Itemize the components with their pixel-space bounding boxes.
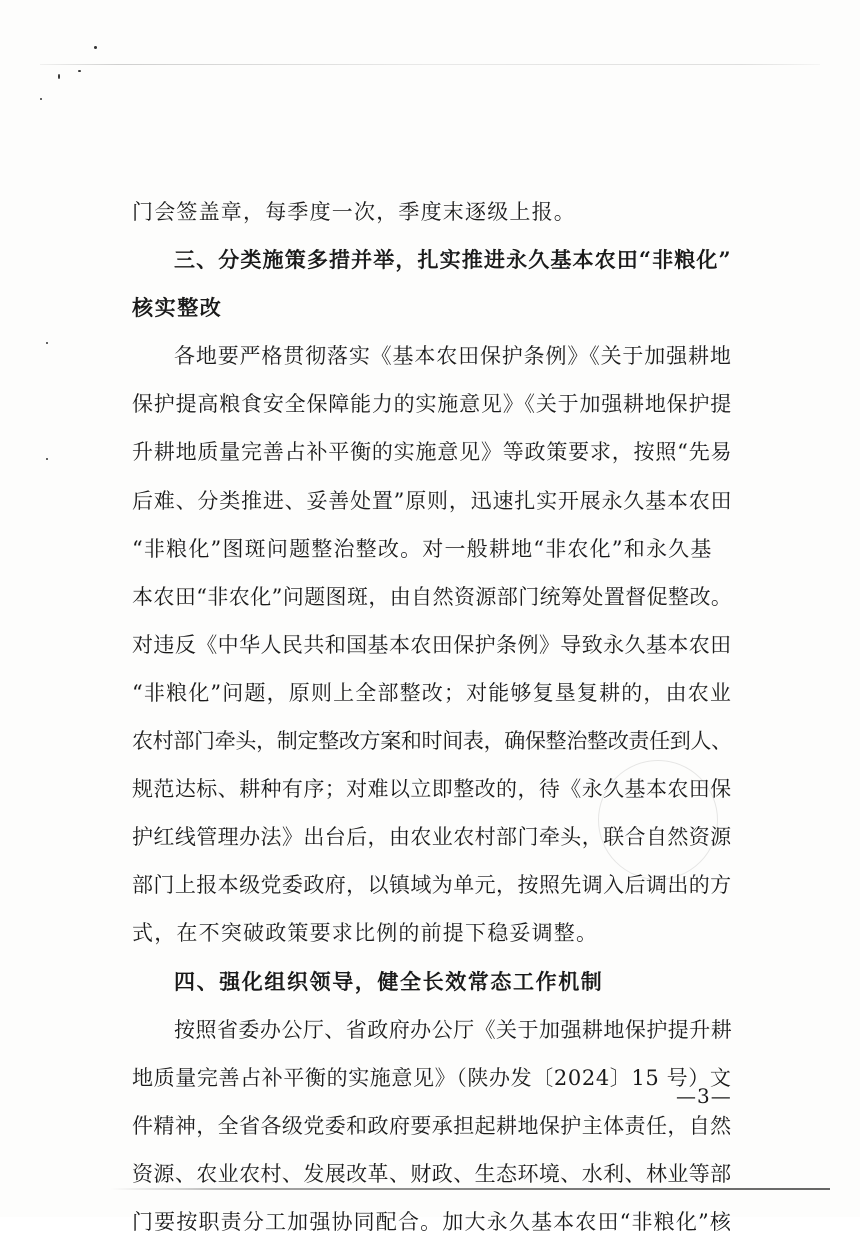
scan-speck xyxy=(40,98,42,100)
scan-edge-bottom xyxy=(110,1188,830,1190)
text-line: 本农田“非农化”问题图斑，由自然资源部门统筹处置督促整改。 xyxy=(132,584,733,609)
scan-edge-top xyxy=(40,64,820,65)
text-line: 按照省委办公厅、省政府办公厅《关于加强耕地保护提升耕 xyxy=(174,1017,733,1042)
section-heading: 四、强化组织领导，健全长效常态工作机制 xyxy=(174,968,604,994)
text-line: 后难、分类推进、妥善处置”原则，迅速扎实开展永久基本农田 xyxy=(132,488,733,513)
text-line: 地质量完善占补平衡的实施意见》（陕办发〔2024〕15 号）文 xyxy=(132,1065,732,1090)
section-heading: 三、分类施策多措并举，扎实推进永久基本农田“非粮化” xyxy=(174,247,732,273)
text-line: 升耕地质量完善占补平衡的实施意见》等政策要求，按照“先易 xyxy=(132,440,733,465)
text-line: 门会签盖章，每季度一次，季度末逐级上报。 xyxy=(132,200,576,224)
text-line: 门要按职责分工加强协同配合。加大永久基本农田“非粮化”核 xyxy=(132,1209,733,1234)
text-line: 护红线管理办法》出台后，由农业农村部门牵头，联合自然资源 xyxy=(132,825,732,850)
text-line: 规范达标、耕种有序；对难以立即整改的，待《永久基本农田保 xyxy=(132,777,732,802)
text-line: 部门上报本级党委政府，以镇域为单元，按照先调入后调出的方 xyxy=(132,873,732,898)
scan-speck xyxy=(46,458,48,460)
text-line: “非粮化”图斑问题整治整改。对一般耕地“非农化”和永久基 xyxy=(132,536,713,561)
text-line: 各地要严格贯彻落实《基本农田保护条例》《关于加强耕地 xyxy=(174,344,732,369)
text-line: 式，在不突破政策要求比例的前提下稳妥调整。 xyxy=(132,921,599,946)
page-number: —3— xyxy=(676,1084,732,1108)
scan-speck xyxy=(78,70,81,72)
document-body xyxy=(132,188,732,1246)
text-line: “非粮化”问题，原则上全部整改；对能够复垦复耕的，由农业 xyxy=(132,680,733,705)
scan-speck xyxy=(46,342,48,344)
text-line: 资源、农业农村、发展改革、财政、生态环境、水利、林业等部 xyxy=(132,1161,732,1186)
scan-speck xyxy=(58,74,60,79)
section-heading-continued: 核实整改 xyxy=(132,295,223,321)
text-line: 农村部门牵头，制定整改方案和时间表，确保整治整改责任到人、 xyxy=(132,729,732,754)
scan-speck xyxy=(94,46,97,49)
text-line: 保护提高粮食安全保障能力的实施意见》《关于加强耕地保护提 xyxy=(132,392,733,417)
text-line: 对违反《中华人民共和国基本农田保护条例》导致永久基本农田 xyxy=(132,632,732,657)
text-line: 件精神，全省各级党委和政府要承担起耕地保护主体责任，自然 xyxy=(132,1113,732,1138)
